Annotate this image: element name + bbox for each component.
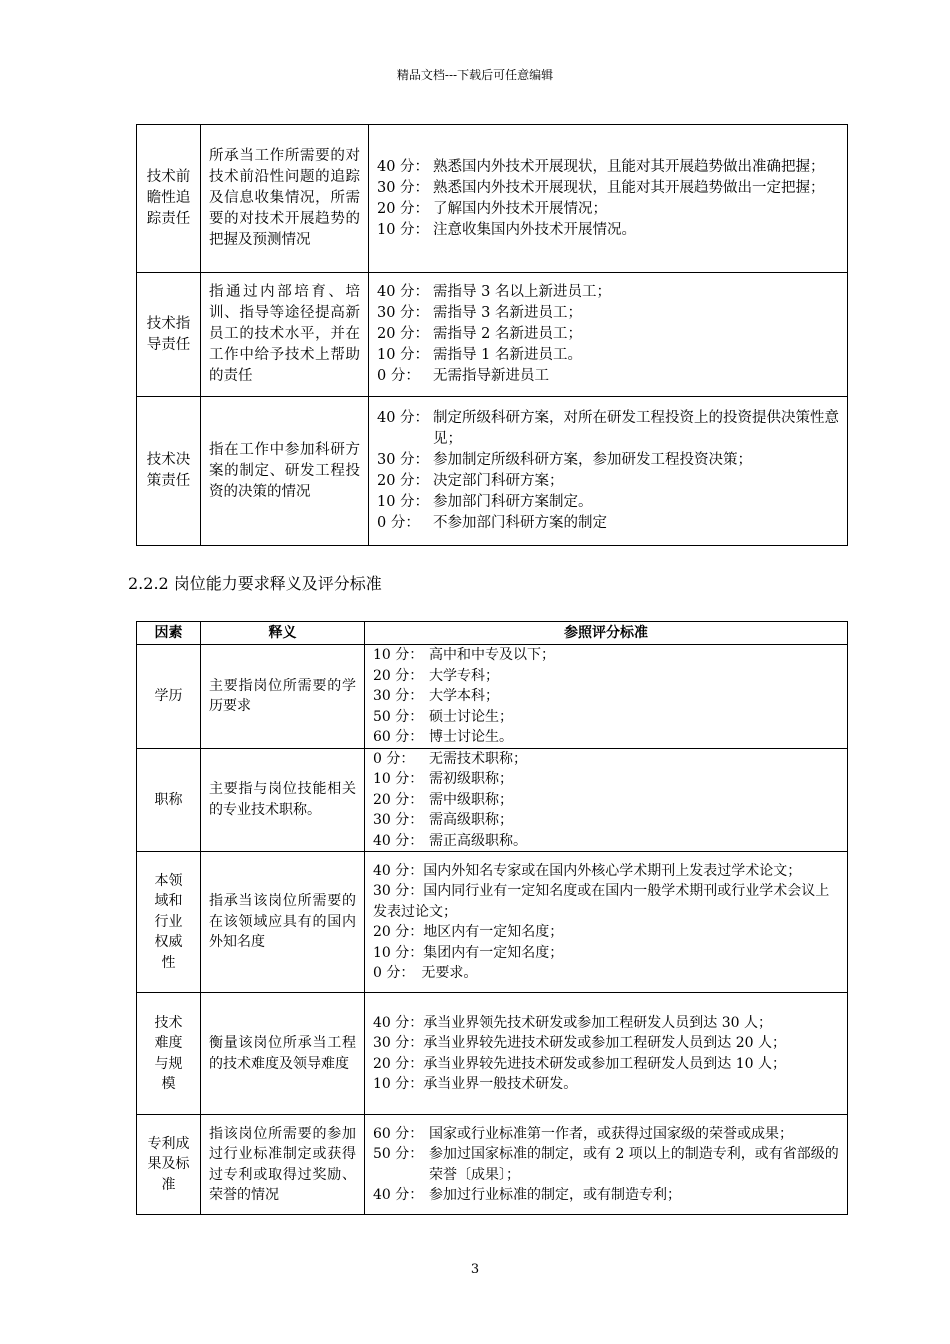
criteria-cell: [365, 645, 848, 749]
table-row: [137, 125, 848, 273]
criteria-line: [373, 1124, 841, 1145]
factor-cell: 技术前瞻性追踪责任: [137, 125, 201, 273]
criteria-text: 需高级职称；: [429, 812, 513, 828]
factor-cell: 专利成果及标准: [137, 1115, 201, 1215]
criteria-line: [377, 303, 839, 324]
criteria-score: 40 分：: [377, 410, 430, 426]
criteria-cell: [369, 273, 848, 397]
criteria-line: [373, 686, 841, 707]
criteria-score: 60 分：: [373, 729, 424, 745]
criteria-score: 30 分：: [377, 452, 430, 468]
criteria-text: 需中级职称；: [429, 791, 513, 808]
criteria-text: 熟悉国内外技术开展现状，且能对其开展趋势做出一定把握；: [433, 179, 825, 196]
criteria-line: [377, 220, 839, 241]
criteria-text: 无需指导新进员工: [433, 368, 549, 384]
criteria-line: [373, 666, 841, 687]
definition-cell: 指承当该岗位所需要的在该领域应具有的国内外知名度: [201, 852, 365, 993]
criteria-line: [373, 810, 841, 831]
criteria-cell: [365, 993, 848, 1115]
criteria-line: [377, 324, 839, 345]
factor-cell: 本领域和行业权威性: [137, 852, 201, 993]
criteria-cell: [365, 852, 848, 993]
criteria-score: 20 分：: [377, 326, 430, 342]
criteria-text: 制定所级科研方案，对所在研发工程投资上的投资提供决策性意见；: [433, 410, 839, 447]
criteria-line: 20 分：地区内有一定知名度；: [373, 924, 564, 940]
definition-cell: 指该岗位所需要的参加过行业标准制定或获得过专利或取得过奖励、荣誉的情况: [201, 1115, 365, 1215]
criteria-score: 30 分：: [377, 179, 430, 196]
criteria-line: [373, 790, 841, 811]
criteria-line: [377, 492, 839, 513]
criteria-text: 需指导 1 名新进员工。: [433, 347, 582, 363]
criteria-line: [377, 199, 839, 220]
criteria-text: 需指导 3 名以上新进员工；: [433, 284, 611, 300]
criteria-text: 熟悉国内外技术开展现状，且能对其开展趋势做出准确把握；: [433, 158, 825, 175]
criteria-score: 0 分：: [377, 368, 420, 384]
criteria-score: 10 分：: [377, 221, 430, 238]
criteria-score: 10 分：: [377, 494, 430, 510]
criteria-line: [373, 769, 841, 790]
criteria-text: 需正高级职称。: [429, 832, 527, 849]
criteria-score: 50 分：: [373, 1146, 424, 1162]
criteria-score: 40 分：: [373, 1187, 424, 1203]
criteria-score: 50 分：: [373, 708, 424, 725]
criteria-score: 10 分：: [373, 647, 424, 663]
definition-cell: 主要指岗位所需要的学历要求: [201, 645, 365, 749]
criteria-line: 10 分：承当业界一般技术研发。: [373, 1076, 578, 1092]
criteria-text: 大学本科；: [429, 688, 499, 704]
factor-cell: 技术难度与规模: [137, 993, 201, 1115]
factor-cell: 学历: [137, 645, 201, 749]
criteria-score: 20 分：: [373, 667, 424, 684]
criteria-text: 注意收集国内外技术开展情况。: [433, 221, 636, 238]
header-criteria: 参照评分标准: [365, 622, 848, 645]
table-row: [137, 748, 848, 852]
criteria-text: 国家或行业标准第一作者，或获得过国家级的荣誉或成果；: [429, 1125, 793, 1142]
criteria-line: 0 分： 无要求。: [373, 965, 478, 981]
definition-cell: 衡量该岗位所承当工程的技术难度及领导难度: [201, 993, 365, 1115]
criteria-line: [377, 450, 839, 471]
criteria-text: 硕士讨论生；: [429, 708, 513, 725]
criteria-line: 40 分：承当业界领先技术研发或参加工程研发人员到达 30 人；: [373, 1014, 772, 1031]
criteria-score: 30 分：: [373, 812, 424, 828]
definition-cell: 主要指与岗位技能相关的专业技术职称。: [201, 748, 365, 852]
criteria-line: [373, 831, 841, 852]
section-heading: 2.2.2 岗位能力要求释义及评分标准: [128, 574, 382, 593]
criteria-cell: [365, 748, 848, 852]
definition-cell: 指通过内部培育、培训、指导等途径提高新员工的技术水平，并在工作中给予技术上帮助的责任: [201, 273, 369, 397]
criteria-score: 20 分：: [377, 473, 430, 489]
criteria-line: [373, 749, 841, 770]
criteria-line: [377, 366, 839, 387]
capability-table: [136, 621, 848, 1215]
criteria-text: 需初级职称；: [429, 771, 513, 787]
criteria-line: 30 分：国内同行业有一定知名度或在国内一般学术期刊或行业学术会议上发表过论文；: [373, 883, 830, 920]
table-row: [137, 852, 848, 993]
criteria-line: [373, 1185, 841, 1206]
table-row: [137, 645, 848, 749]
criteria-line: 10 分：集团内有一定知名度；: [373, 944, 564, 961]
criteria-text: 需指导 3 名新进员工；: [433, 305, 582, 321]
factor-cell: 技术指导责任: [137, 273, 201, 397]
criteria-cell: [369, 125, 848, 273]
criteria-score: 40 分：: [377, 158, 430, 175]
table-header-row: [137, 622, 848, 645]
criteria-line: [377, 178, 839, 199]
criteria-cell: [365, 1115, 848, 1215]
criteria-line: 40 分：国内外知名专家或在国内外核心学术期刊上发表过学术论文；: [373, 862, 802, 879]
criteria-text: 高中和中专及以下；: [429, 647, 555, 663]
criteria-text: 需指导 2 名新进员工；: [433, 326, 582, 342]
criteria-line: 30 分：承当业界较先进技术研发或参加工程研发人员到达 20 人；: [373, 1035, 786, 1051]
factor-cell: 职称: [137, 748, 201, 852]
criteria-text: 参加制定所级科研方案，参加研发工程投资决策；: [433, 452, 752, 468]
page-header: 精品文档---下载后可任意编辑: [396, 68, 554, 82]
criteria-text: 参加过国家标准的制定，或有 2 项以上的制造专利，或有省部级的荣誉〔成果〕；: [429, 1146, 839, 1183]
criteria-cell: [369, 397, 848, 546]
criteria-score: 0 分：: [373, 750, 415, 767]
header-factor: 因素: [137, 622, 201, 645]
criteria-line: [377, 513, 839, 534]
criteria-text: 参加过行业标准的制定，或有制造专利；: [429, 1187, 681, 1203]
page-number: 3: [470, 1262, 480, 1277]
criteria-line: [377, 282, 839, 303]
criteria-line: [373, 727, 841, 748]
criteria-score: 20 分：: [373, 791, 424, 808]
criteria-score: 30 分：: [377, 305, 430, 321]
criteria-line: [373, 645, 841, 666]
criteria-line: [373, 1144, 841, 1185]
criteria-line: [373, 707, 841, 728]
criteria-score: 40 分：: [377, 284, 430, 300]
criteria-text: 无需技术职称；: [429, 750, 527, 767]
criteria-text: 大学专科；: [429, 667, 499, 684]
criteria-line: [377, 471, 839, 492]
table-row: [137, 273, 848, 397]
factor-cell: 技术决策责任: [137, 397, 201, 546]
header-definition: 释义: [201, 622, 365, 645]
criteria-score: 60 分：: [373, 1125, 424, 1142]
criteria-text: 了解国内外技术开展情况；: [433, 200, 607, 217]
criteria-score: 0 分：: [377, 515, 420, 531]
criteria-score: 10 分：: [377, 347, 430, 363]
criteria-line: [377, 157, 839, 178]
table-row: [137, 397, 848, 546]
criteria-text: 不参加部门科研方案的制定: [433, 515, 607, 531]
criteria-score: 10 分：: [373, 771, 424, 787]
table-row: [137, 993, 848, 1115]
criteria-score: 20 分：: [377, 200, 430, 217]
criteria-score: 40 分：: [373, 832, 424, 849]
definition-cell: 所承当工作所需要的对技术前沿性问题的追踪及信息收集情况，所需要的对技术开展趋势的把握及预测情况: [201, 125, 369, 273]
criteria-line: [377, 408, 839, 450]
criteria-line: [377, 345, 839, 366]
criteria-line: 20 分：承当业界较先进技术研发或参加工程研发人员到达 10 人；: [373, 1055, 786, 1072]
criteria-score: 30 分：: [373, 688, 424, 704]
criteria-text: 决定部门科研方案；: [433, 473, 564, 489]
table-row: [137, 1115, 848, 1215]
criteria-text: 参加部门科研方案制定。: [433, 494, 593, 510]
criteria-text: 博士讨论生。: [429, 729, 513, 745]
responsibility-table: [136, 124, 848, 546]
definition-cell: 指在工作中参加科研方案的制定、研发工程投资的决策的情况: [201, 397, 369, 546]
